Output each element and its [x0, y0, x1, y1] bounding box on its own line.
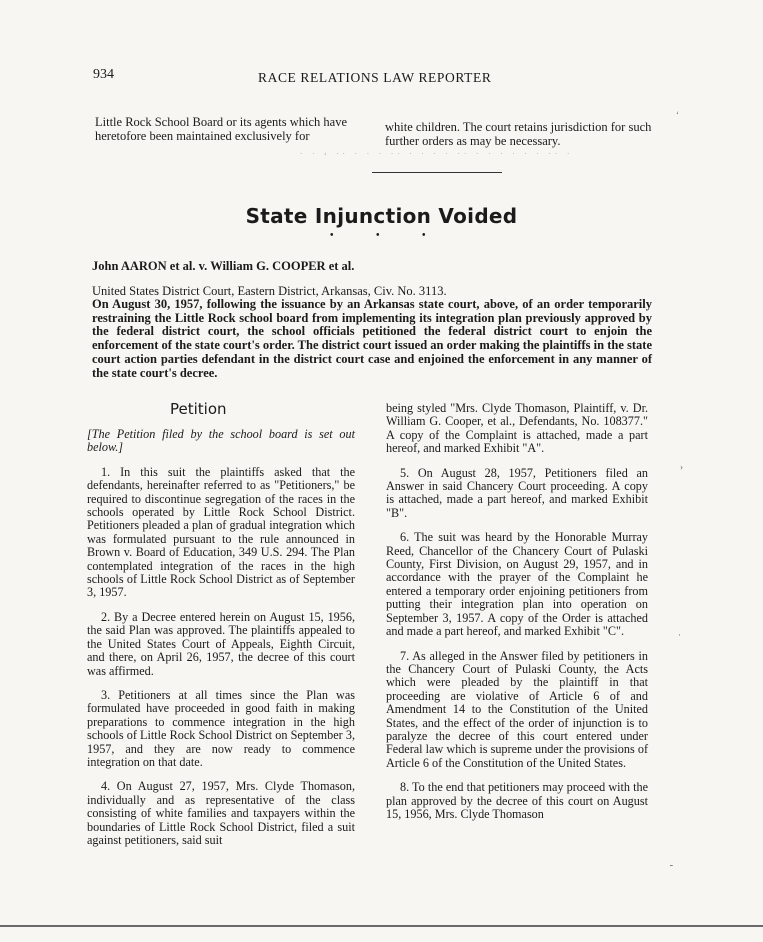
court-citation: United States District Court, Eastern District, Arkansas, Civ. No. 3113.	[92, 284, 447, 298]
bottom-edge-line	[0, 925, 763, 927]
paragraph: 6. The suit was heard by the Honorable Murray Reed, Chancellor of the Chancery Court of Pulaski County, First Division, on August 29, 1957, and in accordance with the prayer of the Complaint he entered a temporary order enjoining petitioners from putting their integration plan into operation on September 3, 1957. A copy of the Order is attached and made a part hereof, and marked Exhibit "C".	[386, 530, 648, 639]
article-title: State Injunction Voided	[245, 204, 518, 228]
right-column	[386, 402, 648, 832]
carryover-left-text: Little Rock School Board or its agents which have heretofore been maintained exclusively for	[95, 115, 348, 143]
section-divider-rule	[372, 172, 502, 173]
case-name: John AARON et al. v. William G. COOPER et al.	[92, 259, 355, 273]
ornament-dots: • • •	[330, 230, 446, 241]
margin-mark: ‘	[676, 110, 679, 120]
margin-mark: ›	[680, 462, 683, 472]
left-column	[87, 428, 355, 858]
carryover-right-text: white children. The court retains jurisdiction for such further orders as may be necessary.	[385, 120, 652, 148]
paragraph: 3. Petitioners at all times since the Plan was formulated have proceeded in good faith in making preparations to commence integration in the high schools of Little Rock School District on September 3, 1957, and they are now ready to commence integration on that date.	[87, 687, 355, 769]
paragraph: 2. By a Decree entered herein on August 15, 1956, the said Plan was approved. The plaintiffs appealed to the United States Court of Appeals, Eighth Circuit, and there, on April 26, 1957, the decree of this court was affirmed.	[87, 609, 355, 678]
paragraph: 1. In this suit the plaintiffs asked that the defendants, hereinafter referred to as "Petitioners," be required to discontinue segregation of the races in the schools operated by Little Rock School District. Petitioners pleaded a plan of gradual integration which was formulated pursuant to the rule announced in Brown v. Board of Education, 349 U.S. 294. The Plan contemplated integration of the races in the high schools of Little Rock School District as of September 3, 1957.	[87, 464, 355, 600]
case-summary: On August 30, 1957, following the issuance by an Arkansas state court, above, of an order temporarily restraining the Little Rock school board from implementing its integration plan previously approved by the federal district court, the school officials petitioned the federal district court to enjoin the enforcement of the state court's order. The district court issued an order making the plaintiffs in the state court action parties defendant in the district court case and enjoined the enforcement in any manner of the state court's decree.	[92, 297, 652, 380]
running-header: RACE RELATIONS LAW REPORTER	[258, 70, 492, 85]
paragraph-continuation: being styled "Mrs. Clyde Thomason, Plaintiff, v. Dr. William G. Cooper, et al., Defendants, No. 108377." A copy of the Complaint is attached, made a part hereof, and marked Exhibit "A".	[386, 401, 648, 456]
paragraph: 7. As alleged in the Answer filed by petitioners in the Chancery Court of Pulaski County, the Acts which were pleaded by the plaintiff in that proceeding are violative of Article 6 of and Amendment 14 to the Constitution of the United States, and the effect of the order of injunction is to paralyze the decree of this court entered under Federal law which is supreme under the provisions of Article 6 of the Constitution of the United States.	[386, 648, 648, 770]
section-heading: Petition	[170, 400, 227, 418]
bleed-through-smudge: · · ‹ ·· · · · ·· · · · · ·· · · · · · · ·· ·	[300, 150, 574, 158]
page-number: 934	[93, 67, 114, 82]
paragraph: 4. On August 27, 1957, Mrs. Clyde Thomason, individually and as representative of the class consisting of white families and taxpayers within the boundaries of Little Rock School District, filed a suit against petitioners, said suit	[87, 779, 355, 847]
paragraph: 8. To the end that petitioners may proceed with the plan approved by the decree of this court on August 15, 1956, Mrs. Clyde Thomason	[386, 780, 648, 821]
editorial-note: [The Petition filed by the school board is set out below.]	[87, 427, 355, 455]
margin-mark: ·	[678, 630, 681, 640]
margin-mark: ـ	[670, 858, 673, 868]
paragraph: 5. On August 28, 1957, Petitioners filed an Answer in said Chancery Court proceeding. A copy is attached, made a part hereof, and marked Exhibit "B".	[386, 465, 648, 520]
